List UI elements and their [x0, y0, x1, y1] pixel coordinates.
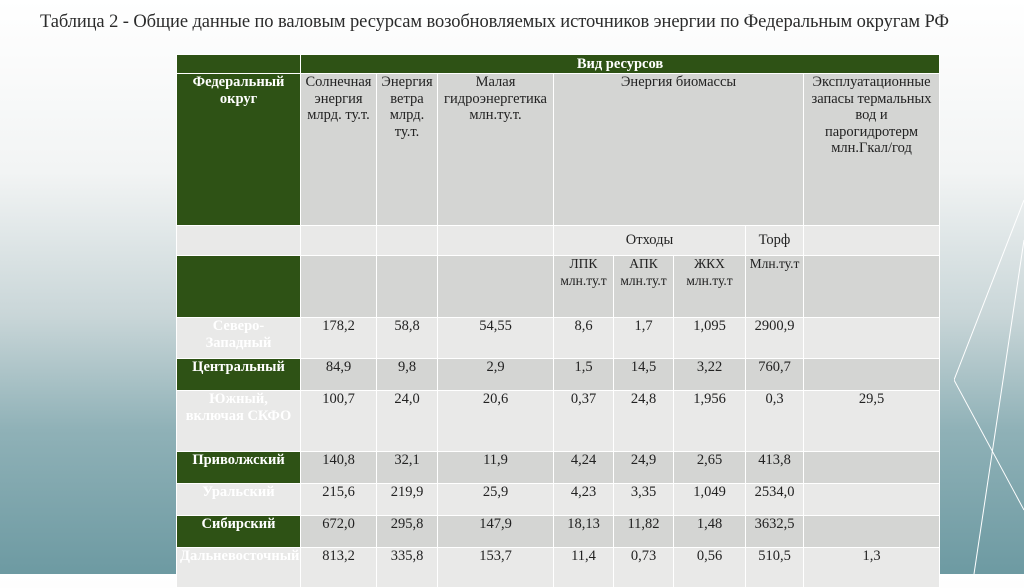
cell-hydro: 11,9	[438, 452, 554, 484]
decorative-lines	[954, 180, 1024, 574]
header-solar: Солнечная энергия млрд. ту.т.	[301, 74, 377, 226]
cell-lpk: 18,13	[554, 516, 614, 548]
cell-hydro: 54,55	[438, 318, 554, 359]
cell-hydro: 25,9	[438, 484, 554, 516]
cell-lpk: 4,23	[554, 484, 614, 516]
region-name: Северо-Западный	[177, 318, 301, 359]
cell-apk: 11,82	[614, 516, 674, 548]
cell-peat: 0,3	[746, 391, 804, 452]
cell-lpk: 8,6	[554, 318, 614, 359]
cell-peat: 760,7	[746, 359, 804, 391]
cell-solar: 100,7	[301, 391, 377, 452]
header-waste: Отходы	[554, 226, 746, 256]
cell-zhkh: 1,48	[674, 516, 746, 548]
cell-lpk: 0,37	[554, 391, 614, 452]
cell-solar: 813,2	[301, 548, 377, 588]
cell-hydro: 153,7	[438, 548, 554, 588]
cell-wind: 335,8	[377, 548, 438, 588]
table-row	[177, 516, 940, 548]
cell-thermal	[804, 452, 940, 484]
region-name: Сибирский	[177, 516, 301, 548]
cell-wind: 219,9	[377, 484, 438, 516]
cell-thermal	[804, 359, 940, 391]
table-row	[177, 484, 940, 516]
table-row	[177, 452, 940, 484]
cell-thermal	[804, 484, 940, 516]
region-name: Центральный	[177, 359, 301, 391]
table-row	[177, 318, 940, 359]
cell-lpk: 11,4	[554, 548, 614, 588]
cell-lpk: 4,24	[554, 452, 614, 484]
cell-hydro: 147,9	[438, 516, 554, 548]
cell-apk: 3,35	[614, 484, 674, 516]
cell-apk: 14,5	[614, 359, 674, 391]
cell-peat: 413,8	[746, 452, 804, 484]
header-lpk: ЛПК млн.ту.т	[554, 256, 614, 318]
cell-lpk: 1,5	[554, 359, 614, 391]
cell-hydro: 20,6	[438, 391, 554, 452]
cell-apk: 1,7	[614, 318, 674, 359]
resources-table	[176, 54, 940, 588]
cell-zhkh: 3,22	[674, 359, 746, 391]
table-row	[177, 391, 940, 452]
cell-thermal	[804, 318, 940, 359]
region-name: Южный, включая СКФО	[177, 391, 301, 452]
cell-zhkh: 0,56	[674, 548, 746, 588]
cell-wind: 58,8	[377, 318, 438, 359]
header-thermal: Эксплуатационные запасы термальных вод и парогидротерм млн.Гкал/год	[804, 74, 940, 226]
cell-apk: 24,9	[614, 452, 674, 484]
cell-solar: 672,0	[301, 516, 377, 548]
cell-zhkh: 1,956	[674, 391, 746, 452]
resource-type-header: Вид ресурсов	[301, 55, 940, 74]
cell-apk: 0,73	[614, 548, 674, 588]
header-peat: Торф	[746, 226, 804, 256]
cell-wind: 32,1	[377, 452, 438, 484]
region-name: Уральский	[177, 484, 301, 516]
cell-wind: 295,8	[377, 516, 438, 548]
table-row	[177, 548, 940, 588]
cell-peat: 2534,0	[746, 484, 804, 516]
header-zhkh: ЖКХ млн.ту.т	[674, 256, 746, 318]
header-peat-unit: Млн.ту.т	[746, 256, 804, 318]
table-row	[177, 359, 940, 391]
region-name: Дальневосточный	[177, 548, 301, 588]
cell-zhkh: 1,095	[674, 318, 746, 359]
district-header: Федеральный округ	[177, 74, 301, 226]
header-apk: АПК млн.ту.т	[614, 256, 674, 318]
cell-solar: 140,8	[301, 452, 377, 484]
cell-peat: 510,5	[746, 548, 804, 588]
cell-solar: 84,9	[301, 359, 377, 391]
region-name: Приволжский	[177, 452, 301, 484]
cell-hydro: 2,9	[438, 359, 554, 391]
cell-thermal: 29,5	[804, 391, 940, 452]
cell-wind: 9,8	[377, 359, 438, 391]
cell-solar: 215,6	[301, 484, 377, 516]
cell-zhkh: 2,65	[674, 452, 746, 484]
cell-peat: 3632,5	[746, 516, 804, 548]
cell-zhkh: 1,049	[674, 484, 746, 516]
cell-thermal	[804, 516, 940, 548]
cell-solar: 178,2	[301, 318, 377, 359]
page-title: Таблица 2 - Общие данные по валовым ресурсам возобновляемых источников энергии по Федеральным округам РФ	[40, 12, 949, 32]
header-wind: Энергия ветра млрд. ту.т.	[377, 74, 438, 226]
cell-apk: 24,8	[614, 391, 674, 452]
header-biomass: Энергия биомассы	[554, 74, 804, 226]
header-hydro: Малая гидроэнергетика млн.ту.т.	[438, 74, 554, 226]
cell-peat: 2900,9	[746, 318, 804, 359]
cell-thermal: 1,3	[804, 548, 940, 588]
cell-wind: 24,0	[377, 391, 438, 452]
